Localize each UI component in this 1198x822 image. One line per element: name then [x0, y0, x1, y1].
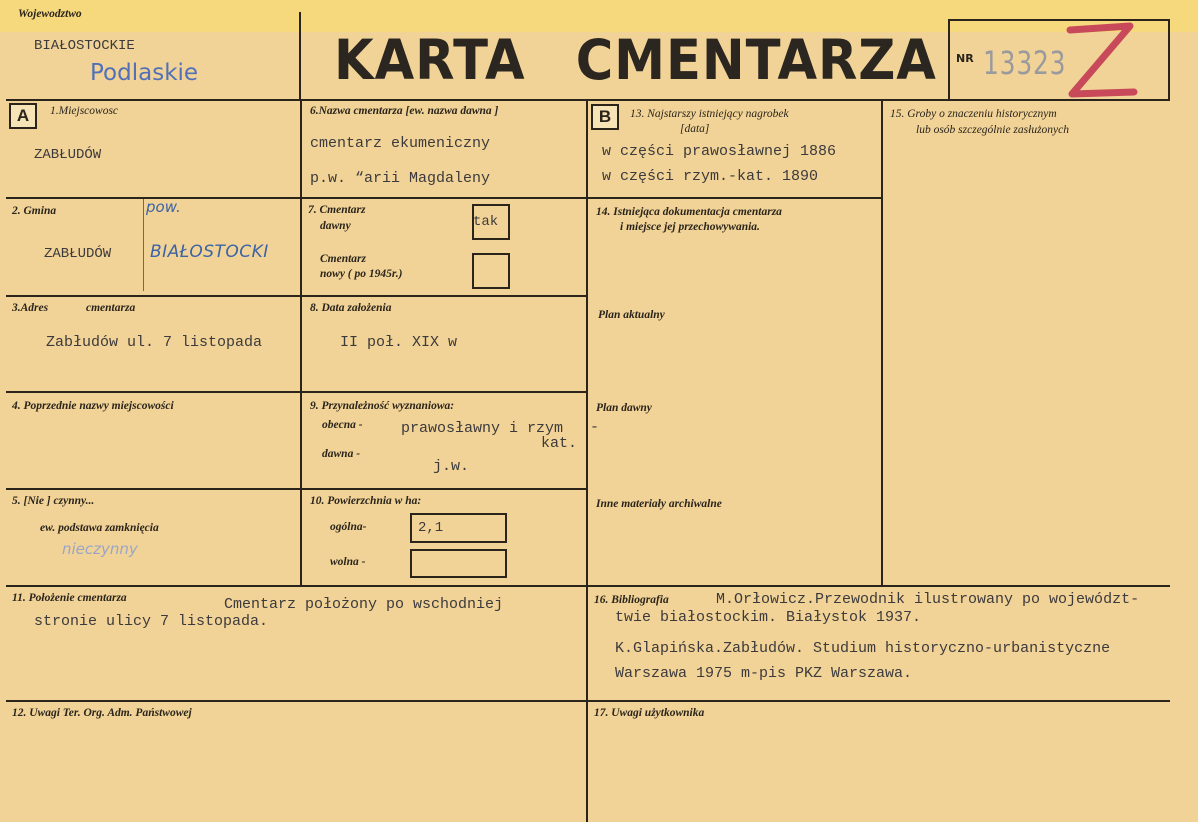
- f7-label-old-1: 7. Cmentarz: [308, 204, 366, 216]
- f2-value: ZABŁUDÓW: [44, 246, 112, 262]
- f16-line-1: M.Orłowicz.Przewodnik ilustrowany po województ-: [716, 591, 1140, 608]
- f6-value-l1: cmentarz ekumeniczny: [310, 135, 491, 152]
- f4-label: 4. Poprzednie nazwy miejscowości: [12, 400, 174, 412]
- f6-value-l2: p.w. “arii Magdaleny: [310, 170, 491, 187]
- f3-label-rest: cmentarza: [86, 302, 136, 314]
- f13-label-l2: [data]: [680, 123, 710, 135]
- f13-label-l1: 13. Najstarszy istniejący nagrobek: [630, 108, 789, 120]
- f11-value-l1: Cmentarz położony po wschodniej: [224, 596, 504, 613]
- f15-label-l2: lub osób szczególnie zasłużonych: [916, 124, 1070, 136]
- col-line-2: [586, 99, 588, 822]
- f9-dash: -: [590, 419, 600, 436]
- f10-label-wolna: wolna -: [330, 556, 366, 568]
- col-line-3: [881, 99, 883, 587]
- f9-label-dawna: dawna -: [322, 448, 361, 460]
- f15-label-l1: 15. Groby o znaczeniu historycznym: [890, 108, 1057, 120]
- header-divider: [299, 12, 301, 100]
- row-line-6: [6, 700, 1170, 702]
- f7-old-value: tak: [473, 214, 499, 230]
- f10-value-ogolna: 2,1: [418, 520, 444, 536]
- row-line-2: [6, 295, 586, 297]
- section-a-box: A: [9, 103, 37, 129]
- f16-line-3: K.Glapińska.Zabłudów. Studium historyczno-urbanistyczne: [615, 640, 1111, 657]
- f7-label-new-2: nowy ( po 1945r.): [320, 268, 403, 280]
- f3-value: Zabłudów ul. 7 listopada: [46, 334, 263, 351]
- title-karta: KARTA: [334, 28, 526, 92]
- f2-hand-pow: pow.: [146, 198, 181, 216]
- f14-label-l2: i miejsce jej przechowywania.: [620, 221, 760, 233]
- row-line-5: [6, 585, 1170, 587]
- f14-plan-current: Plan aktualny: [598, 309, 665, 321]
- f5-hand-value: nieczynny: [62, 540, 138, 558]
- f7-label-old-2: dawny: [320, 220, 351, 232]
- red-z-mark: [1060, 20, 1142, 104]
- f2-hand-value: BIAŁOSTOCKI: [150, 242, 269, 262]
- title-cmentarza: CMENTARZA: [575, 28, 937, 92]
- f12-label: 12. Uwagi Ter. Org. Adm. Państwowej: [12, 707, 192, 719]
- wojewodztwo-label: Wojewodztwo: [18, 8, 82, 20]
- row-line-3: [6, 391, 586, 393]
- f13-value-l1: w części prawosławnej 1886: [602, 143, 837, 160]
- f9-value-obecna-2: kat.: [541, 435, 578, 452]
- f14-other: Inne materiały archiwalne: [596, 498, 722, 510]
- row-line-4: [6, 488, 586, 490]
- nr-label: NR: [956, 52, 974, 65]
- f14-label-l1: 14. Istniejąca dokumentacja cmentarza: [596, 206, 782, 218]
- f9-label: 9. Przynależność wyznaniowa:: [310, 400, 455, 412]
- f14-plan-old: Plan dawny: [596, 402, 652, 414]
- nr-box-right: [1168, 19, 1170, 101]
- f9-label-obecna: obecna -: [322, 419, 363, 431]
- nr-value: 13323: [983, 44, 1067, 82]
- row-line-1: [6, 197, 882, 199]
- f10-wolna-box: [410, 549, 507, 578]
- f1-value: ZABŁUDÓW: [34, 147, 102, 163]
- f10-label: 10. Powierzchnia w ha:: [310, 495, 422, 507]
- f5-label-l2: ew. podstawa zamknięcia: [40, 522, 159, 534]
- wojewodztwo-stamp: Podlaskie: [90, 60, 199, 86]
- f3-label-num: 3.Adres: [12, 302, 49, 314]
- f7-new-checkbox: [472, 253, 510, 289]
- row-line-header: [6, 99, 1170, 101]
- f2-pen-line: [143, 199, 144, 291]
- f10-label-ogolna: ogólna-: [330, 521, 367, 533]
- f17-label: 17. Uwagi użytkownika: [594, 707, 705, 719]
- f11-value-l2: stronie ulicy 7 listopada.: [34, 613, 269, 630]
- f6-label: 6.Nazwa cmentarza [ew. nazwa dawna ]: [310, 105, 499, 117]
- f8-label: 8. Data założenia: [310, 302, 392, 314]
- f1-label: 1.Miejscowosc: [50, 105, 119, 117]
- f2-label: 2. Gmina: [12, 205, 57, 217]
- section-b-box: B: [591, 104, 619, 130]
- f16-line-2: twie białostockim. Białystok 1937.: [615, 609, 922, 626]
- col-line-1: [300, 99, 302, 587]
- f5-label-l1: 5. [Nie ] czynny...: [12, 495, 95, 507]
- f7-label-new-1: Cmentarz: [320, 253, 367, 265]
- card-title: [334, 28, 937, 92]
- nr-box-left: [948, 19, 950, 101]
- f8-value: II poł. XIX w: [340, 334, 458, 351]
- f16-line-4: Warszawa 1975 m-pis PKZ Warszawa.: [615, 665, 913, 682]
- wojewodztwo-typed: BIAŁOSTOCKIE: [34, 38, 135, 54]
- f9-value-dawna: j.w.: [433, 458, 470, 475]
- f13-value-l2: w części rzym.-kat. 1890: [602, 168, 819, 185]
- f11-label: 11. Położenie cmentarza: [12, 592, 127, 604]
- f16-label: 16. Bibliografia: [594, 594, 669, 606]
- f9-value-obecna: prawosławny i rzym: [401, 420, 564, 437]
